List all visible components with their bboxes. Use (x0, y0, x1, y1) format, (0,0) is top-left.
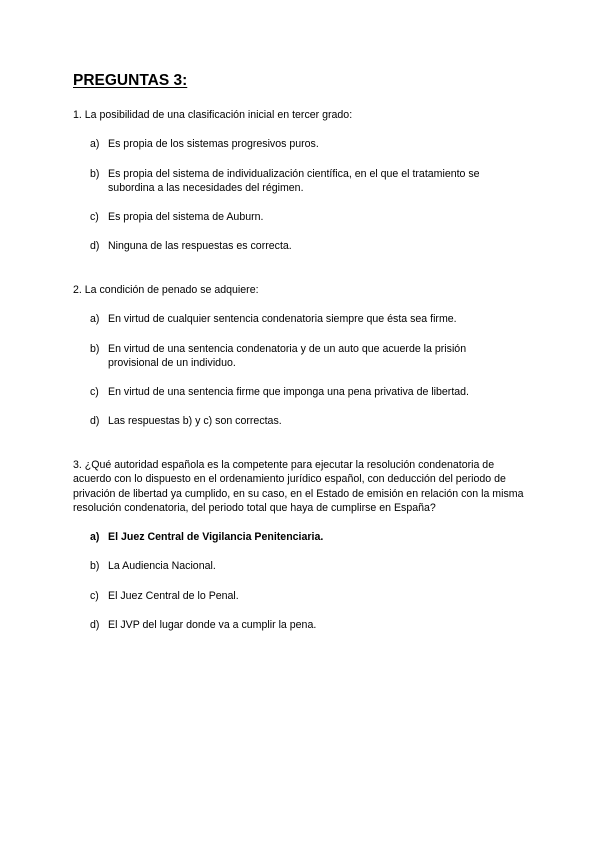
question-3-stem: 3. ¿Qué autoridad española es la competente para ejecutar la resolución condenatoria de acuerdo con lo dispuesto en el ordenamiento jurídico español, con deducción del periodo de privación de libertad ya cumplido, en su caso, en el Estado de emisión en relación con la misma resolución condenatoria, del periodo total que haya de cumplirse en España? (73, 459, 524, 514)
option-text: Las respuestas b) y c) son correctas. (108, 415, 282, 428)
option-letter: a) (90, 313, 100, 326)
option-text: En virtud de una sentencia condenatoria y de un auto que acuerde la prisión provisional de un individuo. (108, 342, 467, 369)
question-2-option-a (73, 312, 533, 326)
option-text: Ninguna de las respuestas es correcta. (108, 240, 292, 253)
question-3-option-d (73, 618, 533, 632)
option-letter: c) (90, 589, 99, 602)
option-letter: b) (90, 342, 100, 355)
question-1-option-d (73, 239, 533, 253)
option-letter: b) (90, 167, 100, 180)
question-1-option-c (73, 210, 533, 224)
question-3-option-c (73, 589, 533, 603)
question-2-option-c (73, 385, 533, 399)
option-text: El JVP del lugar donde va a cumplir la pena. (108, 619, 317, 632)
option-letter: d) (90, 619, 100, 632)
option-letter: a) (90, 138, 100, 151)
question-2-options (73, 312, 533, 428)
option-letter: d) (90, 415, 100, 428)
option-letter: c) (90, 211, 99, 224)
option-letter: b) (90, 560, 100, 573)
option-text: Es propia de los sistemas progresivos puros. (108, 138, 319, 151)
question-1-options (73, 137, 533, 253)
question-2 (73, 283, 533, 429)
question-2-option-d (73, 414, 533, 428)
option-letter: c) (90, 386, 99, 399)
question-2-option-b (73, 342, 533, 371)
option-text: El Juez Central de Vigilancia Penitenciaria. (108, 531, 324, 544)
option-text: Es propia del sistema de individualización científica, en el que el tratamiento se subordina a las necesidades del régimen. (108, 167, 480, 194)
option-text: En virtud de cualquier sentencia condenatoria siempre que ésta sea firme. (108, 313, 457, 326)
question-3-options (73, 530, 533, 632)
question-1-option-a (73, 137, 533, 151)
option-letter: a) (90, 531, 100, 544)
question-1 (73, 108, 533, 254)
question-3 (73, 458, 533, 632)
question-2-stem: 2. La condición de penado se adquiere: (73, 284, 259, 296)
question-3-option-b (73, 559, 533, 573)
option-text: La Audiencia Nacional. (108, 560, 216, 573)
question-3-option-a (73, 530, 533, 544)
question-1-option-b (73, 167, 533, 196)
option-text: En virtud de una sentencia firme que imponga una pena privativa de libertad. (108, 386, 470, 399)
option-text: El Juez Central de lo Penal. (108, 589, 239, 602)
page-title: PREGUNTAS 3: (73, 72, 188, 89)
question-1-stem: 1. La posibilidad de una clasificación inicial en tercer grado: (73, 109, 353, 121)
option-text: Es propia del sistema de Auburn. (108, 211, 264, 224)
option-letter: d) (90, 240, 100, 253)
